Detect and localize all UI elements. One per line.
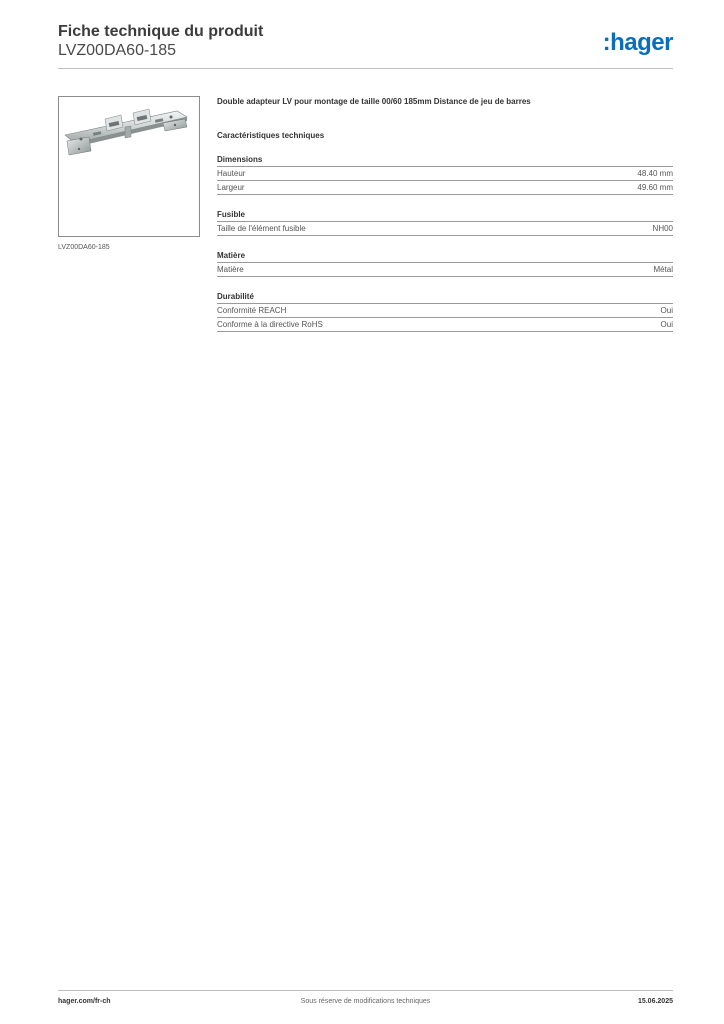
spec-label: Matière [217, 265, 244, 274]
spec-group-title: Matière [217, 250, 673, 263]
product-content [217, 96, 673, 346]
hager-logo [593, 28, 673, 58]
spec-group-durabilite [217, 291, 673, 332]
spec-value: NH00 [652, 224, 673, 233]
page-header [58, 22, 673, 68]
spec-value: Oui [660, 320, 673, 329]
spec-group-dimensions [217, 154, 673, 195]
spec-label: Conformité REACH [217, 306, 287, 315]
logo-text: :hager [602, 29, 673, 56]
spec-group-title: Fusible [217, 209, 673, 222]
spec-row [217, 318, 673, 332]
footer-date: 15.06.2025 [637, 998, 673, 1005]
spec-label: Largeur [217, 183, 245, 192]
busbar-adapter-image [59, 97, 199, 236]
product-reference: LVZ00DA60-185 [58, 42, 176, 59]
document-title: Fiche technique du produit [58, 23, 264, 40]
specs-section-title: Caractéristiques techniques [217, 131, 325, 140]
spec-group-title: Dimensions [217, 154, 673, 167]
spec-label: Conforme à la directive RoHS [217, 320, 323, 329]
image-caption: LVZ00DA60-185 [58, 244, 110, 251]
spec-group-title: Durabilité [217, 291, 673, 304]
spec-value: Oui [660, 306, 673, 315]
footer-notice: Sous réserve de modifications techniques [300, 998, 431, 1005]
spec-value: 49.60 mm [637, 183, 673, 192]
spec-row [217, 222, 673, 236]
footer-website-link[interactable]: hager.com/fr-ch [58, 998, 111, 1005]
product-description: Double adapteur LV pour montage de taille 00/60 185mm Distance de jeu de barres [217, 97, 531, 106]
product-image [58, 96, 200, 237]
spec-group-fusible [217, 209, 673, 236]
spec-row [217, 304, 673, 318]
spec-row [217, 181, 673, 195]
spec-row [217, 167, 673, 181]
spec-value: 48.40 mm [637, 169, 673, 178]
spec-row [217, 263, 673, 277]
page-footer [58, 998, 673, 1012]
spec-value: Métal [653, 265, 673, 274]
spec-group-matiere [217, 250, 673, 277]
header-divider [58, 68, 673, 69]
spec-label: Hauteur [217, 169, 246, 178]
spec-label: Taille de l'élément fusible [217, 224, 306, 233]
footer-divider [58, 990, 673, 991]
